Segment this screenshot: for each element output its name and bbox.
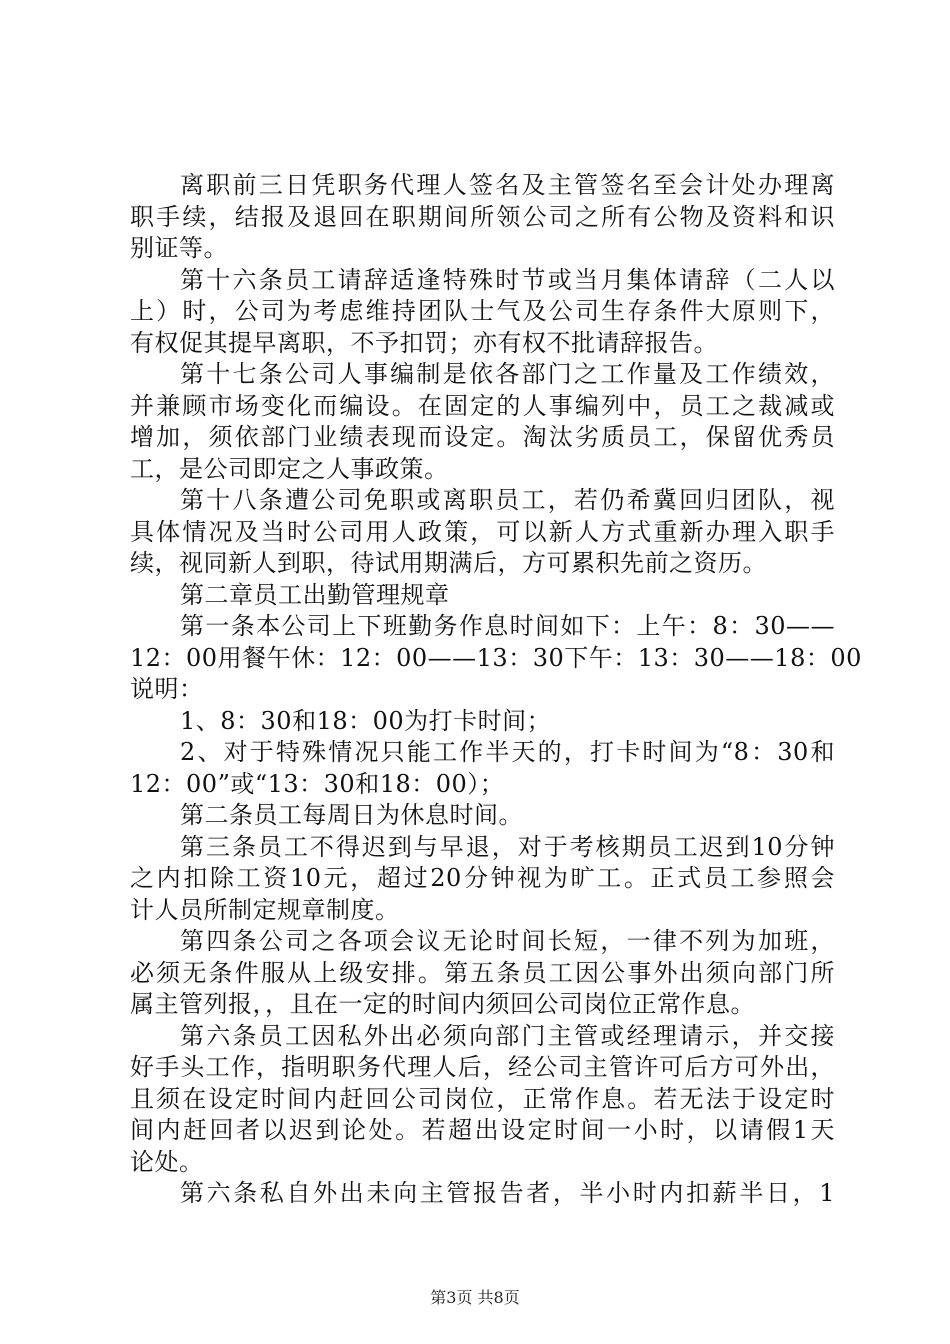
text-line: 之内扣除工资10元，超过20分钟视为旷工。正式员工参照会 [130, 864, 835, 892]
text-line: 上）时，公司为考虑维持团队士气及公司生存条件大原则下， [130, 297, 835, 325]
text-line: 职手续，结报及退回在职期间所领公司之所有公物及资料和识 [130, 202, 835, 231]
text-line: 计人员所制定规章制度。 [130, 895, 400, 924]
text-line: 12：00用餐午休：12：00——13：30下午：13：30——18：00 [130, 643, 862, 672]
text-line: 第四条公司之各项会议无论时间长短，一律不列为加班， [180, 927, 835, 955]
text-line: 好手头工作，指明职务代理人后，经公司主管许可后方可外出， [130, 1053, 835, 1081]
text-line: 第十七条公司人事编制是依各部门之工作量及工作绩效， [180, 360, 835, 388]
text-line: 具体情况及当时公司用人政策，可以新人方式重新办理入职手 [130, 517, 835, 546]
text-line: 增加，须依部门业绩表现而设定。淘汰劣质员工，保留优秀员 [130, 423, 835, 451]
text-line: 第二条员工每周日为休息时间。 [180, 801, 523, 829]
text-line: 第六条员工因私外出必须向部门主管或经理请示，并交接 [180, 1021, 835, 1050]
text-line: 第六条私自外出未向主管报告者，半小时内扣薪半日，1 [180, 1179, 835, 1207]
text-line: 并兼顾市场变化而编设。在固定的人事编列中，员工之裁减或 [130, 391, 835, 420]
text-line: 第一条本公司上下班勤务作息时间如下：上午：8：30—— [180, 612, 835, 640]
text-line: 第二章员工出勤管理规章 [180, 580, 450, 609]
text-line: 且须在设定时间内赶回公司岗位，正常作息。若无法于设定时 [130, 1084, 835, 1113]
text-line: 论处。 [130, 1147, 204, 1176]
text-line: 别证等。 [130, 234, 228, 262]
text-line: 1、8：30和18：00为打卡时间； [180, 706, 552, 735]
text-line: 属主管列报，，且在一定的时间内须回公司岗位正常作息。 [130, 990, 755, 1018]
text-line: 有权促其提早离职，不予扣罚；亦有权不批请辞报告。 [130, 328, 718, 357]
text-line: 第十八条遭公司免职或离职员工，若仍希冀回归团队，视 [180, 486, 835, 514]
page-footer: 第3页 共8页 [430, 1288, 520, 1307]
text-line: 2、对于特殊情况只能工作半天的，打卡时间为“8：30和 [180, 738, 835, 766]
document-body [130, 170, 862, 1210]
text-line: 间内赶回者以迟到论处。若超出设定时间一小时，以请假1天 [130, 1116, 835, 1144]
text-line: 第十六条员工请辞适逢特殊时节或当月集体请辞（二人以 [180, 265, 835, 294]
text-line: 离职前三日凭职务代理人签名及主管签名至会计处办理离 [180, 171, 835, 199]
text-line: 12：00”或“13：30和18：00）； [130, 769, 505, 798]
text-line: 工，是公司即定之人事政策。 [130, 454, 449, 483]
text-line: 说明： [130, 675, 204, 703]
text-line: 第三条员工不得迟到与早退，对于考核期员工迟到10分钟 [180, 832, 835, 861]
text-line: 必须无条件服从上级安排。第五条员工因公事外出须向部门所 [130, 958, 835, 987]
text-line: 续，视同新人到职，待试用期满后，方可累积先前之资历。 [130, 549, 767, 577]
